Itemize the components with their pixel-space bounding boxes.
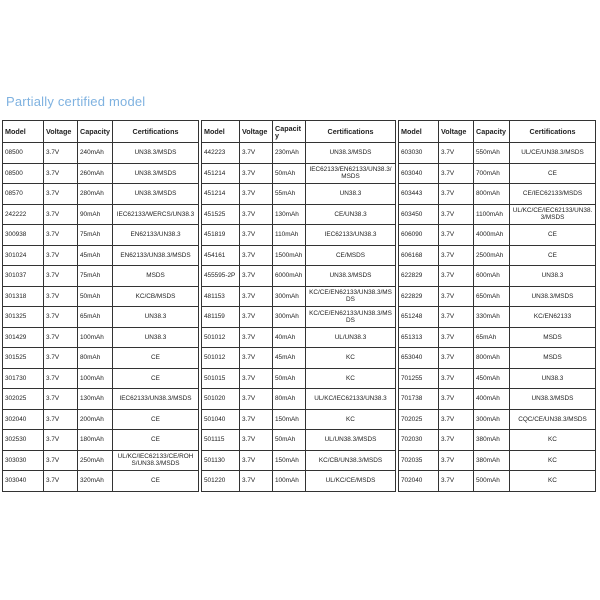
table-row [202, 266, 396, 287]
cell-voltage: 3.7V [439, 307, 474, 328]
cell-voltage: 3.7V [240, 430, 273, 451]
table-row [399, 389, 596, 410]
cell-voltage: 3.7V [439, 430, 474, 451]
table-row [3, 327, 199, 348]
table-row [3, 389, 199, 410]
cell-capacity: 400mAh [474, 389, 510, 410]
cert-table-2 [201, 120, 396, 492]
cell-voltage: 3.7V [439, 409, 474, 430]
table-row [399, 204, 596, 225]
cell-capacity: 50mAh [273, 430, 306, 451]
cert-table-3 [398, 120, 596, 492]
cell-capacity: 300mAh [273, 307, 306, 328]
table-row [3, 409, 199, 430]
cell-certifications: UL/KC/CE/MSDS [306, 471, 396, 492]
cell-certifications: UL/KC/IEC62133/CE/ROHS/UN38.3/MSDS [113, 450, 199, 471]
cell-model: 603030 [399, 143, 439, 164]
table-row [202, 204, 396, 225]
cell-model: 701738 [399, 389, 439, 410]
table-row [399, 471, 596, 492]
table-row [399, 225, 596, 246]
cell-model: 301525 [3, 348, 44, 369]
cell-certifications: IEC62133/WERCS/UN38.3 [113, 204, 199, 225]
cell-model: 501012 [202, 348, 240, 369]
table-row [399, 307, 596, 328]
cell-certifications: CE [113, 409, 199, 430]
table-row [3, 348, 199, 369]
cell-model: 451525 [202, 204, 240, 225]
table-row [202, 307, 396, 328]
table-row [202, 327, 396, 348]
cell-capacity: 55mAh [273, 184, 306, 205]
table-row [202, 348, 396, 369]
cell-certifications: UN38.3 [510, 266, 596, 287]
cell-voltage: 3.7V [240, 245, 273, 266]
cell-model: 622829 [399, 266, 439, 287]
cell-model: 702025 [399, 409, 439, 430]
cell-certifications: IEC62133/EN62133/UN38.3/MSDS [306, 163, 396, 184]
cell-capacity: 650mAh [474, 286, 510, 307]
cell-model: 481153 [202, 286, 240, 307]
cell-capacity: 250mAh [78, 450, 113, 471]
cell-voltage: 3.7V [240, 307, 273, 328]
cell-certifications: CE [113, 368, 199, 389]
cell-certifications: KC [306, 368, 396, 389]
cell-voltage: 3.7V [439, 163, 474, 184]
cell-certifications: IEC62133/UN38.3/MSDS [113, 389, 199, 410]
table-row [399, 184, 596, 205]
cell-capacity: 100mAh [78, 368, 113, 389]
cell-voltage: 3.7V [240, 204, 273, 225]
cell-capacity: 450mAh [474, 368, 510, 389]
cell-certifications: CQC/CE/UN38.3/MSDS [510, 409, 596, 430]
table-row [3, 307, 199, 328]
cell-voltage: 3.7V [439, 143, 474, 164]
table-row [3, 143, 199, 164]
table-row [399, 409, 596, 430]
cell-capacity: 320mAh [78, 471, 113, 492]
cell-certifications: CE [113, 471, 199, 492]
cell-voltage: 3.7V [44, 348, 78, 369]
cell-voltage: 3.7V [439, 286, 474, 307]
cell-voltage: 3.7V [240, 266, 273, 287]
cell-capacity: 240mAh [78, 143, 113, 164]
cell-capacity: 550mAh [474, 143, 510, 164]
cell-capacity: 380mAh [474, 450, 510, 471]
column-header-voltage: Voltage [240, 121, 273, 143]
cell-model: 501220 [202, 471, 240, 492]
cell-voltage: 3.7V [44, 307, 78, 328]
cell-capacity: 130mAh [273, 204, 306, 225]
cell-voltage: 3.7V [44, 286, 78, 307]
column-header-certifications: Certifications [510, 121, 596, 143]
cell-model: 301325 [3, 307, 44, 328]
cell-model: 603040 [399, 163, 439, 184]
cell-capacity: 150mAh [273, 409, 306, 430]
cell-model: 303030 [3, 450, 44, 471]
cell-certifications: UN38.3 [113, 327, 199, 348]
cell-voltage: 3.7V [240, 450, 273, 471]
cell-capacity: 1500mAh [273, 245, 306, 266]
cell-voltage: 3.7V [439, 368, 474, 389]
cell-model: 451819 [202, 225, 240, 246]
cell-capacity: 300mAh [474, 409, 510, 430]
table-row [3, 245, 199, 266]
table-row [3, 368, 199, 389]
cell-voltage: 3.7V [439, 327, 474, 348]
cell-voltage: 3.7V [439, 225, 474, 246]
cell-capacity: 45mAh [78, 245, 113, 266]
cell-voltage: 3.7V [240, 225, 273, 246]
cell-voltage: 3.7V [44, 389, 78, 410]
cell-model: 702035 [399, 450, 439, 471]
cell-certifications: KC [510, 450, 596, 471]
cell-model: 501040 [202, 409, 240, 430]
cell-voltage: 3.7V [44, 409, 78, 430]
cell-capacity: 110mAh [273, 225, 306, 246]
cell-model: 603443 [399, 184, 439, 205]
cell-capacity: 500mAh [474, 471, 510, 492]
cell-certifications: MSDS [510, 348, 596, 369]
cell-model: 302530 [3, 430, 44, 451]
cell-model: 303040 [3, 471, 44, 492]
cell-model: 451214 [202, 184, 240, 205]
cell-certifications: CE [510, 163, 596, 184]
table-row [399, 348, 596, 369]
table-row [202, 245, 396, 266]
column-header-capacity: Capacity [273, 121, 306, 143]
table-row [202, 286, 396, 307]
cell-model: 301730 [3, 368, 44, 389]
cell-model: 702040 [399, 471, 439, 492]
cell-model: 302040 [3, 409, 44, 430]
cell-certifications: MSDS [510, 327, 596, 348]
table-row [399, 327, 596, 348]
cell-certifications: UL/KC/IEC62133/UN38.3 [306, 389, 396, 410]
cell-capacity: 600mAh [474, 266, 510, 287]
cell-model: 651313 [399, 327, 439, 348]
cell-voltage: 3.7V [439, 450, 474, 471]
cell-voltage: 3.7V [240, 368, 273, 389]
cell-certifications: CE/IEC62133/MSDS [510, 184, 596, 205]
table-row [202, 368, 396, 389]
cell-capacity: 280mAh [78, 184, 113, 205]
cell-model: 08500 [3, 163, 44, 184]
cell-model: 606168 [399, 245, 439, 266]
column-header-voltage: Voltage [44, 121, 78, 143]
cell-model: 301429 [3, 327, 44, 348]
column-header-capacity: Capacity [474, 121, 510, 143]
cell-model: 702030 [399, 430, 439, 451]
cert-table-1 [2, 120, 199, 492]
cell-model: 622829 [399, 286, 439, 307]
cell-voltage: 3.7V [44, 225, 78, 246]
cell-certifications: KC [306, 348, 396, 369]
cell-voltage: 3.7V [240, 286, 273, 307]
cell-capacity: 80mAh [78, 348, 113, 369]
table-row [202, 471, 396, 492]
cell-model: 606090 [399, 225, 439, 246]
cell-voltage: 3.7V [44, 327, 78, 348]
column-header-certifications: Certifications [306, 121, 396, 143]
table-header-row [202, 121, 396, 143]
cell-model: 454161 [202, 245, 240, 266]
table-row [202, 184, 396, 205]
column-header-model: Model [3, 121, 44, 143]
cell-capacity: 230mAh [273, 143, 306, 164]
cell-model: 242222 [3, 204, 44, 225]
cell-model: 653040 [399, 348, 439, 369]
cell-voltage: 3.7V [439, 266, 474, 287]
page-title: Partially certified model [6, 94, 146, 109]
column-header-voltage: Voltage [439, 121, 474, 143]
cell-voltage: 3.7V [44, 450, 78, 471]
cell-capacity: 800mAh [474, 184, 510, 205]
cell-model: 501012 [202, 327, 240, 348]
cell-voltage: 3.7V [439, 471, 474, 492]
cell-voltage: 3.7V [44, 204, 78, 225]
table-row [202, 143, 396, 164]
cell-certifications: CE [510, 245, 596, 266]
cell-model: 481159 [202, 307, 240, 328]
cell-certifications: CE/MSDS [306, 245, 396, 266]
cell-capacity: 40mAh [273, 327, 306, 348]
table-row [3, 450, 199, 471]
cell-certifications: CE [113, 430, 199, 451]
cell-capacity: 75mAh [78, 266, 113, 287]
cell-certifications: KC/EN62133 [510, 307, 596, 328]
table-header-row [3, 121, 199, 143]
table-row [399, 143, 596, 164]
cell-voltage: 3.7V [44, 368, 78, 389]
table-row [399, 430, 596, 451]
cell-model: 501015 [202, 368, 240, 389]
cell-certifications: KC [510, 471, 596, 492]
cell-model: 651248 [399, 307, 439, 328]
table-row [3, 471, 199, 492]
table-row [399, 245, 596, 266]
table-row [3, 266, 199, 287]
cell-voltage: 3.7V [44, 471, 78, 492]
cell-certifications: UL/KC/CE/IEC62133/UN38.3/MSDS [510, 204, 596, 225]
cell-capacity: 330mAh [474, 307, 510, 328]
cell-capacity: 50mAh [273, 163, 306, 184]
cell-capacity: 300mAh [273, 286, 306, 307]
cell-model: 08500 [3, 143, 44, 164]
cell-capacity: 150mAh [273, 450, 306, 471]
column-header-capacity: Capacity [78, 121, 113, 143]
cell-voltage: 3.7V [240, 184, 273, 205]
cell-capacity: 130mAh [78, 389, 113, 410]
cell-model: 301037 [3, 266, 44, 287]
cell-capacity: 380mAh [474, 430, 510, 451]
table-row [202, 409, 396, 430]
cell-capacity: 800mAh [474, 348, 510, 369]
cell-voltage: 3.7V [439, 245, 474, 266]
cell-certifications: KC [510, 430, 596, 451]
table-row [202, 450, 396, 471]
table-row [3, 204, 199, 225]
cell-voltage: 3.7V [240, 409, 273, 430]
cell-capacity: 90mAh [78, 204, 113, 225]
cell-voltage: 3.7V [439, 389, 474, 410]
cell-certifications: CE [510, 225, 596, 246]
cell-capacity: 180mAh [78, 430, 113, 451]
cell-model: 501115 [202, 430, 240, 451]
cell-capacity: 260mAh [78, 163, 113, 184]
cell-voltage: 3.7V [44, 266, 78, 287]
cell-certifications: UN38.3/MSDS [113, 163, 199, 184]
cell-certifications: UN38.3 [306, 184, 396, 205]
cell-certifications: IEC62133/UN38.3 [306, 225, 396, 246]
cell-capacity: 6000mAh [273, 266, 306, 287]
cell-certifications: MSDS [113, 266, 199, 287]
cell-voltage: 3.7V [240, 163, 273, 184]
cell-certifications: CE [113, 348, 199, 369]
cell-certifications: KC/CB/UN38.3/MSDS [306, 450, 396, 471]
cell-model: 302025 [3, 389, 44, 410]
table-row [3, 225, 199, 246]
cell-model: 300938 [3, 225, 44, 246]
cell-capacity: 65mAh [474, 327, 510, 348]
cell-voltage: 3.7V [44, 143, 78, 164]
cell-certifications: CE/UN38.3 [306, 204, 396, 225]
table-row [202, 389, 396, 410]
cell-voltage: 3.7V [439, 348, 474, 369]
cell-voltage: 3.7V [44, 163, 78, 184]
cell-certifications: KC/CE/EN62133/UN38.3/MSDS [306, 286, 396, 307]
cell-certifications: UN38.3 [113, 307, 199, 328]
cell-capacity: 100mAh [78, 327, 113, 348]
cell-certifications: KC/CB/MSDS [113, 286, 199, 307]
cell-model: 455595-2P [202, 266, 240, 287]
table-row [3, 286, 199, 307]
cell-voltage: 3.7V [240, 389, 273, 410]
table-row [3, 184, 199, 205]
table-row [399, 368, 596, 389]
cell-capacity: 200mAh [78, 409, 113, 430]
cell-model: 442223 [202, 143, 240, 164]
cell-certifications: UN38.3 [510, 368, 596, 389]
table-row [3, 163, 199, 184]
table-row [399, 450, 596, 471]
cell-model: 501130 [202, 450, 240, 471]
cell-capacity: 4000mAh [474, 225, 510, 246]
cell-capacity: 75mAh [78, 225, 113, 246]
table-row [202, 430, 396, 451]
cell-certifications: UN38.3/MSDS [113, 143, 199, 164]
table-row [3, 430, 199, 451]
cell-voltage: 3.7V [439, 204, 474, 225]
cell-model: 301318 [3, 286, 44, 307]
table-row [202, 225, 396, 246]
cell-model: 603450 [399, 204, 439, 225]
cell-capacity: 700mAh [474, 163, 510, 184]
cell-certifications: UN38.3/MSDS [113, 184, 199, 205]
cell-certifications: KC [306, 409, 396, 430]
tables-container [2, 120, 596, 492]
cell-capacity: 1100mAh [474, 204, 510, 225]
cell-voltage: 3.7V [240, 327, 273, 348]
cell-certifications: UN38.3/MSDS [510, 389, 596, 410]
cell-model: 701255 [399, 368, 439, 389]
cell-voltage: 3.7V [44, 184, 78, 205]
cell-capacity: 50mAh [273, 368, 306, 389]
table-row [399, 266, 596, 287]
column-header-model: Model [399, 121, 439, 143]
cell-certifications: UN38.3/MSDS [510, 286, 596, 307]
cell-voltage: 3.7V [439, 184, 474, 205]
cell-voltage: 3.7V [240, 348, 273, 369]
cell-capacity: 45mAh [273, 348, 306, 369]
cell-capacity: 80mAh [273, 389, 306, 410]
cell-model: 08570 [3, 184, 44, 205]
cell-voltage: 3.7V [44, 430, 78, 451]
cell-certifications: UL/CE/UN38.3/MSDS [510, 143, 596, 164]
column-header-certifications: Certifications [113, 121, 199, 143]
cell-certifications: EN62133/UN38.3/MSDS [113, 245, 199, 266]
cell-certifications: UN38.3/MSDS [306, 143, 396, 164]
cell-certifications: KC/CE/EN62133/UN38.3/MSDS [306, 307, 396, 328]
cell-model: 451214 [202, 163, 240, 184]
cell-voltage: 3.7V [44, 245, 78, 266]
column-header-model: Model [202, 121, 240, 143]
cell-voltage: 3.7V [240, 471, 273, 492]
cell-certifications: UN38.3/MSDS [306, 266, 396, 287]
cell-certifications: UL/UN38.3/MSDS [306, 430, 396, 451]
cell-certifications: UL/UN38.3 [306, 327, 396, 348]
cell-capacity: 100mAh [273, 471, 306, 492]
table-row [399, 286, 596, 307]
cell-model: 501020 [202, 389, 240, 410]
cell-certifications: EN62133/UN38.3 [113, 225, 199, 246]
cell-capacity: 2500mAh [474, 245, 510, 266]
cell-capacity: 65mAh [78, 307, 113, 328]
table-header-row [399, 121, 596, 143]
table-row [202, 163, 396, 184]
cell-voltage: 3.7V [240, 143, 273, 164]
cell-capacity: 50mAh [78, 286, 113, 307]
cell-model: 301024 [3, 245, 44, 266]
table-row [399, 163, 596, 184]
